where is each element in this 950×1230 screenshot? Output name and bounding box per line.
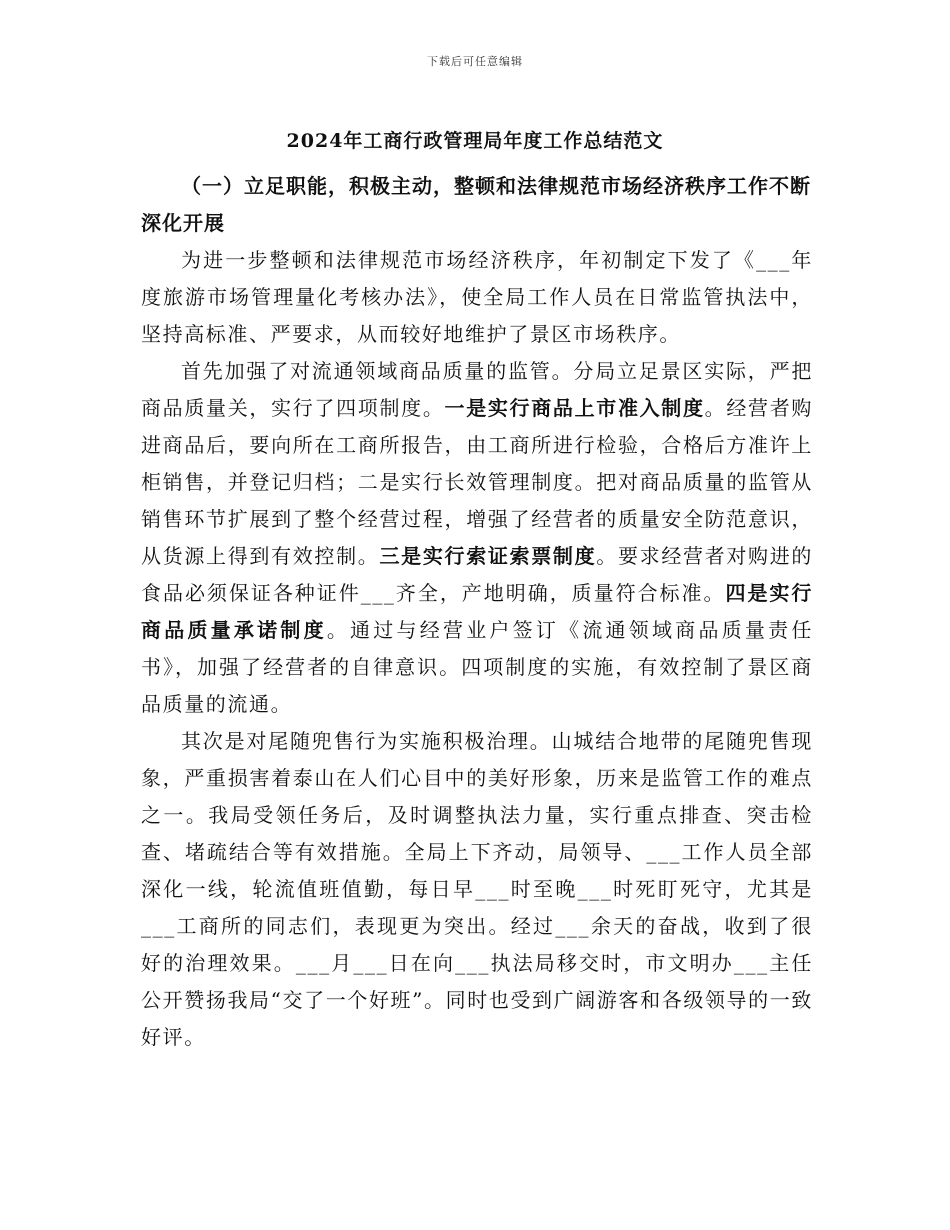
paragraph-text: 。通过与经营业户签订《流通领域商品质量责任书》，加强了经营者的自律意识。四项制度的实施，有效控制了景区商品质量的流通。 — [141, 618, 813, 716]
paragraph-2 — [141, 353, 813, 723]
document-body — [141, 168, 813, 1056]
paragraph-3 — [141, 723, 813, 1056]
paragraph-text: 为进一步整顿和法律规范市场经济秩序，年初制定下发了《___年度旅游市场管理量化考核办法》，使全局工作人员在日常监管执法中，坚持高标准、严要求，从而较好地维护了景区市场秩序。 — [141, 248, 813, 346]
section-heading: （一）立足职能，积极主动，整顿和法律规范市场经济秩序工作不断深化开展 — [141, 174, 811, 235]
paragraph-1 — [141, 242, 813, 353]
header-note: 下载后可任意编辑 — [427, 55, 523, 68]
paragraph-text: 。经营者购进商品后，要向所在工商所报告，由工商所进行检验，合格后方准许上柜销售，并登记归档；二是实行长效管理制度。把对商品质量的监管从销售环节扩展到了整个经营过程，增强了经营者的质量安全防范意识，从货源上得到有效控制。 — [141, 396, 813, 568]
paragraph-text: 首先加强了对流通领域商品质量的监管。分局立足景区实际，严把商品质量关，实行了四项制度。 — [141, 359, 813, 420]
bold-phrase: 三是实行索证索票制度 — [379, 544, 597, 568]
bold-phrase: 四是实行商品质量承诺制度 — [141, 581, 813, 642]
paragraph-text: 。要求经营者对购进的食品必须保证各种证件___齐全，产地明确，质量符合标准。 — [141, 544, 813, 605]
paragraph-text: 其次是对尾随兜售行为实施积极治理。山城结合地带的尾随兜售现象，严重损害着泰山在人们心目中的美好形象，历来是监管工作的难点之一。我局受领任务后，及时调整执法力量，实行重点排查、突击检查、堵疏结合等有效措施。全局上下齐动，局领导、___工作人员全部深化一线，轮流值班值勤，每日早___时至晚___时死盯死守，尤其是___工商所的同志们，表现更为突出。经过___余天的奋战，收到了很好的治理效果。___月___日在向___执法局移交时，市文明办___主任公开赞扬我局“交了一个好班”。同时也受到广阔游客和各级领导的一致好评。 — [141, 729, 813, 1049]
bold-phrase: 一是实行商品上市准入制度 — [444, 396, 705, 420]
document-title: 2024年工商行政管理局年度工作总结范文 — [286, 130, 664, 152]
